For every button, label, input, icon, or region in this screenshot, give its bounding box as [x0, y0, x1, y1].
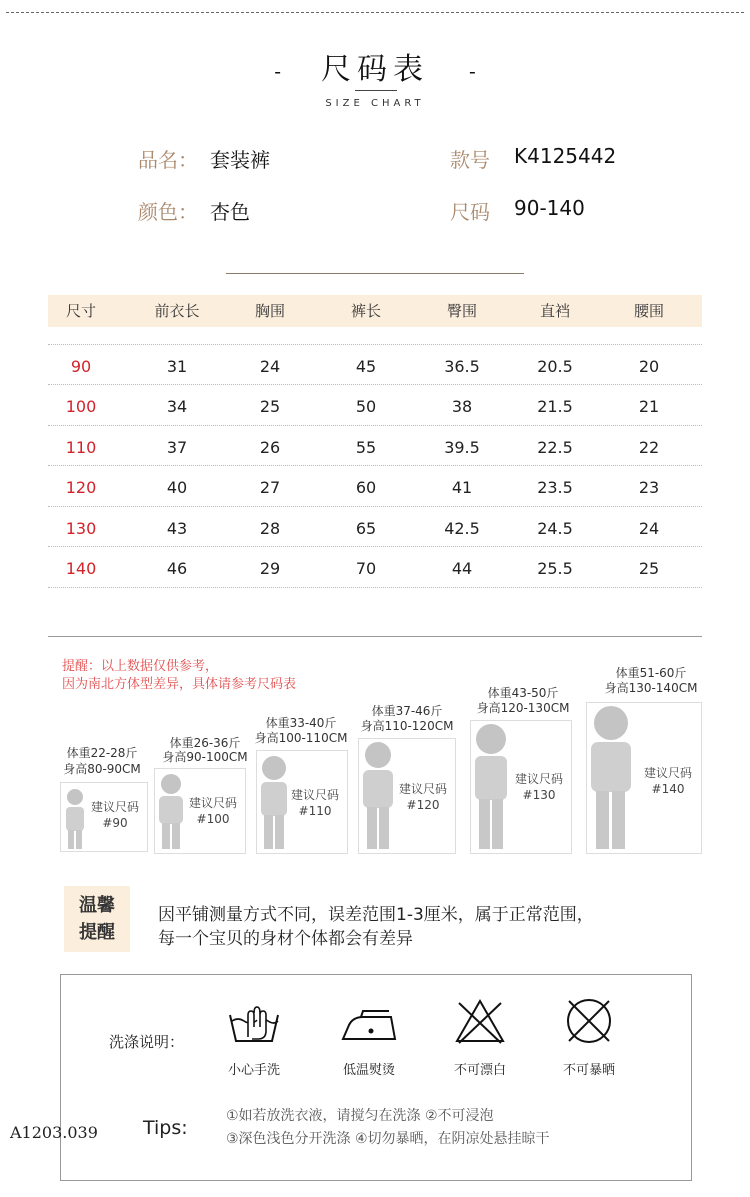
table-cell: 55 — [355, 438, 377, 457]
kid-weight: 体重51-60斤 — [615, 666, 687, 680]
table-cell: 25.5 — [537, 559, 573, 578]
tips-line-2: ③深色浅色分开洗涤 ④切勿暴晒，在阴凉处悬挂晾干 — [226, 1131, 550, 1147]
no-tumble-dry-icon — [563, 995, 615, 1047]
table-cell: 29 — [259, 559, 281, 578]
table-cell: 39.5 — [444, 438, 480, 457]
size-range-label: 尺码 — [450, 200, 490, 224]
table-cell: 23 — [638, 478, 660, 497]
color-value: 杏色 — [210, 200, 250, 224]
care-caption-hand-wash: 小心手洗 — [227, 1063, 280, 1078]
kid-card — [256, 750, 348, 854]
table-cell: 37 — [166, 438, 188, 457]
table-cell: 22 — [638, 438, 660, 457]
table-cell: 21 — [638, 397, 660, 416]
kid-suggest: 建议尺码 — [290, 788, 339, 802]
title-text: 尺码表 — [321, 52, 429, 87]
table-cell: 44 — [451, 559, 473, 578]
kid-suggest: 建议尺码 — [188, 796, 237, 810]
size-table-header — [48, 295, 702, 327]
table-row — [48, 344, 702, 385]
table-cell-size: 120 — [65, 478, 97, 497]
kid-suggest: 建议尺码 — [90, 800, 139, 814]
table-cell: 27 — [259, 478, 281, 497]
care-caption-no-sun: 不可暴晒 — [562, 1063, 615, 1078]
warm-tip-badge — [64, 886, 130, 952]
style-number-value: K4125442 — [514, 144, 617, 168]
table-cell: 31 — [166, 357, 188, 376]
tips-line-1: ①如若放洗衣液，请搅匀在洗涤 ②不可浸泡 — [226, 1108, 494, 1124]
table-cell: 41 — [451, 478, 473, 497]
care-label: 洗涤说明： — [109, 1033, 185, 1051]
table-cell: 60 — [355, 478, 377, 497]
kid-size-code: #100 — [196, 812, 230, 826]
kid-suggest: 建议尺码 — [514, 772, 563, 786]
table-row — [48, 384, 702, 425]
kids-size-guide — [0, 660, 750, 860]
title-dash-left: - — [274, 59, 281, 83]
table-cell: 24 — [259, 357, 281, 376]
reminder-line-1: 提醒：以上数据仅供参考， — [62, 659, 219, 674]
table-cell: 20.5 — [537, 357, 573, 376]
kid-card — [586, 702, 702, 854]
product-code: A1203.039 — [10, 1123, 98, 1142]
table-cell: 34 — [166, 397, 188, 416]
kid-height: 身高90-100CM — [162, 750, 248, 764]
table-cell: 28 — [259, 519, 281, 538]
table-cell: 24 — [638, 519, 660, 538]
table-header-cell: 腰围 — [633, 302, 664, 320]
kid-weight: 体重43-50斤 — [487, 686, 559, 700]
kid-size-code: #140 — [651, 782, 685, 796]
table-cell: 26 — [259, 438, 281, 457]
top-dashed-border — [6, 12, 744, 13]
table-cell-size: 100 — [65, 397, 97, 416]
table-header-cell: 尺寸 — [65, 302, 96, 320]
table-cell: 42.5 — [444, 519, 480, 538]
kid-weight: 体重26-36斤 — [169, 736, 241, 750]
hand-wash-icon — [226, 1001, 282, 1047]
iron-low-icon — [339, 1005, 399, 1045]
kid-card — [470, 720, 572, 854]
kid-card — [60, 782, 148, 852]
table-cell: 50 — [355, 397, 377, 416]
warm-tip-line-2: 每一个宝贝的身材个体都会有差异 — [158, 929, 413, 949]
warm-tip-label-1: 温馨 — [79, 895, 115, 916]
table-cell: 20 — [638, 357, 660, 376]
table-cell: 24.5 — [537, 519, 573, 538]
table-cell: 25 — [638, 559, 660, 578]
table-row — [48, 425, 702, 466]
table-row — [48, 506, 702, 547]
page-subtitle: SIZE CHART — [325, 98, 425, 109]
product-name-label: 品名： — [138, 148, 198, 172]
table-row — [48, 465, 702, 506]
table-cell: 38 — [451, 397, 473, 416]
kid-size-code: #110 — [298, 804, 332, 818]
table-cell: 23.5 — [537, 478, 573, 497]
kid-height: 身高100-110CM — [254, 731, 348, 745]
product-name-value: 套装裤 — [210, 148, 270, 172]
color-label: 颜色： — [138, 200, 198, 224]
table-header-cell: 胸围 — [254, 302, 285, 320]
table-cell: 21.5 — [537, 397, 573, 416]
page-title — [0, 44, 750, 88]
tips-label: Tips: — [143, 1117, 188, 1139]
table-header-cell: 臀围 — [446, 302, 477, 320]
kid-weight: 体重22-28斤 — [66, 746, 138, 760]
table-cell: 40 — [166, 478, 188, 497]
kid-height: 身高130-140CM — [604, 681, 698, 695]
table-header-cell: 裤长 — [350, 302, 381, 320]
table-cell: 22.5 — [537, 438, 573, 457]
style-number-label: 款号 — [450, 148, 490, 172]
table-cell-size: 110 — [65, 438, 97, 457]
kid-height: 身高120-130CM — [476, 701, 570, 715]
kid-size-code: #90 — [102, 816, 128, 830]
kid-suggest: 建议尺码 — [643, 766, 692, 780]
size-range-value: 90-140 — [514, 196, 585, 220]
title-dash-right: - — [469, 59, 476, 83]
reminder-line-2: 因为南北方体型差异，具体请参考尺码表 — [62, 677, 297, 692]
kid-weight: 体重37-46斤 — [371, 704, 443, 718]
table-cell: 25 — [259, 397, 281, 416]
kid-size-code: #130 — [522, 788, 556, 802]
table-cell-size: 140 — [65, 559, 97, 578]
table-cell-size: 130 — [65, 519, 97, 538]
kid-weight: 体重33-40斤 — [265, 716, 337, 730]
size-guide-divider — [48, 636, 702, 637]
table-header-cell: 前衣长 — [154, 302, 200, 320]
child-silhouette-icon — [587, 703, 635, 851]
care-caption-iron: 低温熨烫 — [342, 1063, 395, 1078]
table-cell: 46 — [166, 559, 188, 578]
table-cell: 43 — [166, 519, 188, 538]
child-silhouette-icon — [471, 721, 511, 851]
table-cell: 45 — [355, 357, 377, 376]
table-cell: 36.5 — [444, 357, 480, 376]
section-divider — [226, 273, 524, 274]
care-instructions-panel — [60, 974, 692, 1181]
warm-tip-label-2: 提醒 — [79, 922, 115, 943]
warm-tip-line-1: 因平铺测量方式不同，误差范围1-3厘米，属于正常范围， — [158, 905, 594, 925]
table-header-cell: 直裆 — [539, 302, 570, 320]
table-cell: 70 — [355, 559, 377, 578]
kid-suggest: 建议尺码 — [398, 782, 447, 796]
table-cell: 65 — [355, 519, 377, 538]
kid-height: 身高80-90CM — [63, 762, 141, 776]
care-caption-no-bleach: 不可漂白 — [453, 1063, 506, 1078]
kid-card — [358, 738, 456, 854]
no-bleach-icon — [453, 997, 507, 1047]
table-cell-size: 90 — [70, 357, 92, 376]
kid-size-code: #120 — [406, 798, 440, 812]
title-underline — [355, 90, 397, 91]
kid-height: 身高110-120CM — [360, 719, 454, 733]
kid-card — [154, 768, 246, 854]
table-row — [48, 546, 702, 588]
